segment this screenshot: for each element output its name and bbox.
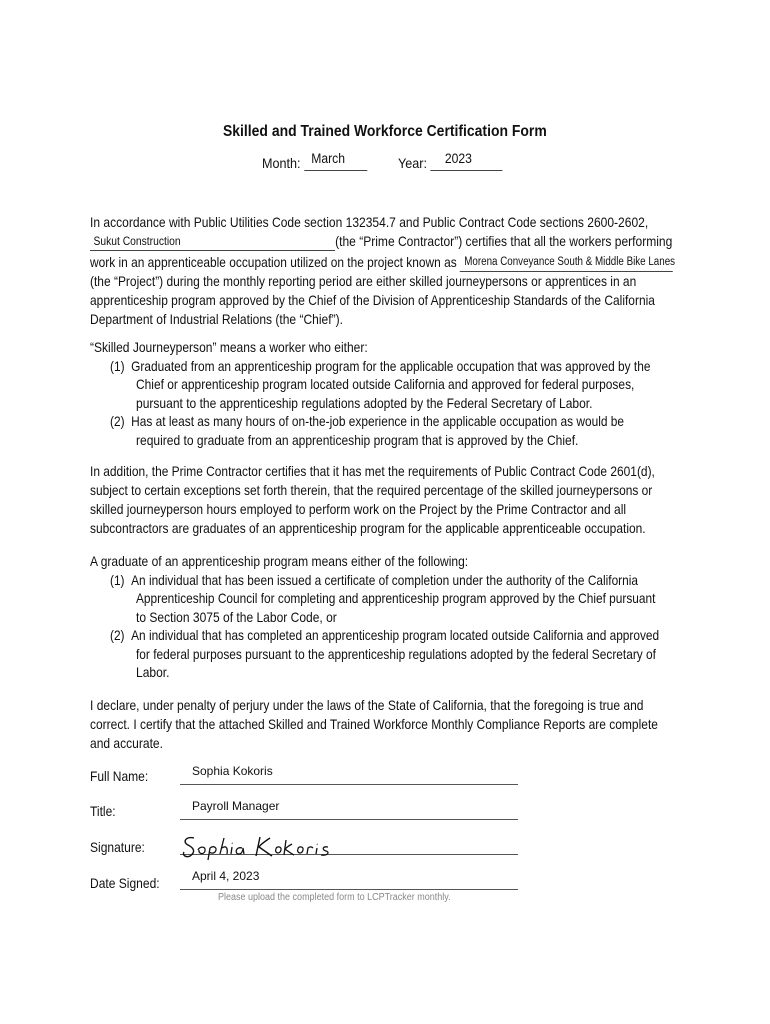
- month-input[interactable]: [304, 153, 367, 171]
- title-input[interactable]: [180, 801, 518, 820]
- full-name-value: Sophia Kokoris: [192, 764, 273, 778]
- form-title: Skilled and Trained Workforce Certification Form: [223, 123, 547, 140]
- month-label: Month:: [262, 155, 301, 171]
- month-field: [262, 153, 379, 171]
- prime-contractor-input[interactable]: [90, 235, 335, 251]
- addition-line-2: subject to certain exceptions set forth therein, that the required percentage of the skilled journeypersons or: [90, 482, 653, 498]
- addition-line-4: subcontractors are graduates of an apprenticeship program for the applicable apprenticeable occupation.: [90, 520, 646, 536]
- skilled-item-1-line-2: Chief or apprenticeship program located outside California and approved for federal purposes,: [136, 376, 635, 392]
- declaration-line-3: and accurate.: [90, 735, 163, 751]
- addition-paragraph: [90, 462, 682, 538]
- month-value: March: [311, 151, 345, 166]
- skilled-item-1-line-1: Graduated from an apprenticeship program for the applicable occupation that was approved by the: [131, 357, 651, 374]
- graduate-item-1-line-3: to Section 3075 of the Labor Code, or: [136, 608, 337, 625]
- full-name-label: Full Name:: [90, 768, 149, 784]
- graduate-definition: [90, 552, 758, 682]
- addition-line-3: skilled journeyperson hours employed to perform work on the Project by the Prime Contractor and all: [90, 501, 627, 517]
- date-signed-label: Date Signed:: [90, 875, 160, 891]
- handwritten-signature: [180, 832, 340, 862]
- graduate-item-2-line-3: Labor.: [136, 664, 170, 680]
- project-input[interactable]: [460, 256, 676, 272]
- title-label: Title:: [90, 803, 116, 819]
- skilled-item-1-line-3: pursuant to the apprenticeship regulations adopted by the Federal Secretary of Labor.: [136, 394, 593, 411]
- skilled-item-2-line-2: required to graduate from an apprenticeship program that is approved by the Chief.: [136, 431, 579, 448]
- graduate-item-1-number: (1): [110, 571, 125, 588]
- date-signed-input[interactable]: [180, 871, 518, 890]
- full-name-input[interactable]: [180, 766, 518, 785]
- skilled-heading: “Skilled Journeyperson” means a worker who either:: [90, 339, 368, 355]
- project-value: Morena Conveyance South & Middle Bike Lanes: [464, 256, 676, 268]
- graduate-item-1-line-1: An individual that has been issued a certificate of completion under the authority of the California: [131, 571, 638, 588]
- year-value: 2023: [444, 151, 472, 166]
- intro-line-1: In accordance with Public Utilities Code section 132354.7 and Public Contract Code sections 2600-2602,: [90, 214, 649, 230]
- addition-line-1: In addition, the Prime Contractor certifies that it has met the requirements of Public Contract Code 2601(d),: [90, 463, 655, 479]
- upload-note: Please upload the completed form to LCPTracker monthly.: [217, 892, 451, 903]
- skilled-item-2-number: (2): [110, 413, 125, 429]
- skilled-item-2-line-1: Has at least as many hours of on-the-job experience in the applicable occupation as would be: [131, 413, 624, 429]
- graduate-heading: A graduate of an apprenticeship program means either of the following:: [90, 553, 469, 569]
- title-value: Payroll Manager: [192, 799, 280, 813]
- date-signed-value: April 4, 2023: [192, 869, 260, 883]
- skilled-definition: [90, 338, 746, 449]
- graduate-item-2-line-1: An individual that has completed an apprenticeship program located outside California and approved: [131, 627, 660, 643]
- graduate-item-1-line-2: Apprenticeship Council for completing and apprenticeship program approved by the Chief pursuant: [136, 590, 656, 606]
- intro-line-6: Department of Industrial Relations (the “Chief”).: [90, 311, 343, 327]
- year-input[interactable]: [430, 153, 502, 171]
- prime-contractor-value: Sukut Construction: [93, 234, 181, 248]
- intro-line-3: work in an apprenticeable occupation utilized on the project known as: [90, 254, 457, 270]
- declaration-line-2: correct. I certify that the attached Skilled and Trained Workforce Monthly Compliance Reports are complete: [90, 716, 658, 732]
- intro-line-2: (the “Prime Contractor”) certifies that all the workers performing: [335, 233, 673, 249]
- skilled-item-1-number: (1): [110, 357, 125, 374]
- graduate-item-2-line-2: for federal purposes pursuant to the apprenticeship regulations adopted by the federal Secretary of: [136, 645, 656, 662]
- intro-line-5: apprenticeship program approved by the Chief of the Division of Apprenticeship Standards of the California: [90, 292, 655, 308]
- graduate-item-2-number: (2): [110, 627, 125, 643]
- signature-label: Signature:: [90, 839, 145, 855]
- declaration-line-1: I declare, under penalty of perjury under the laws of the State of California, that the foregoing is true and: [90, 697, 644, 713]
- year-field: [398, 153, 514, 171]
- year-label: Year:: [398, 155, 427, 171]
- intro-paragraph: [90, 213, 682, 329]
- declaration-paragraph: [90, 696, 682, 753]
- intro-line-4: (the “Project”) during the monthly reporting period are either skilled journeypersons or apprentices in an: [90, 273, 637, 289]
